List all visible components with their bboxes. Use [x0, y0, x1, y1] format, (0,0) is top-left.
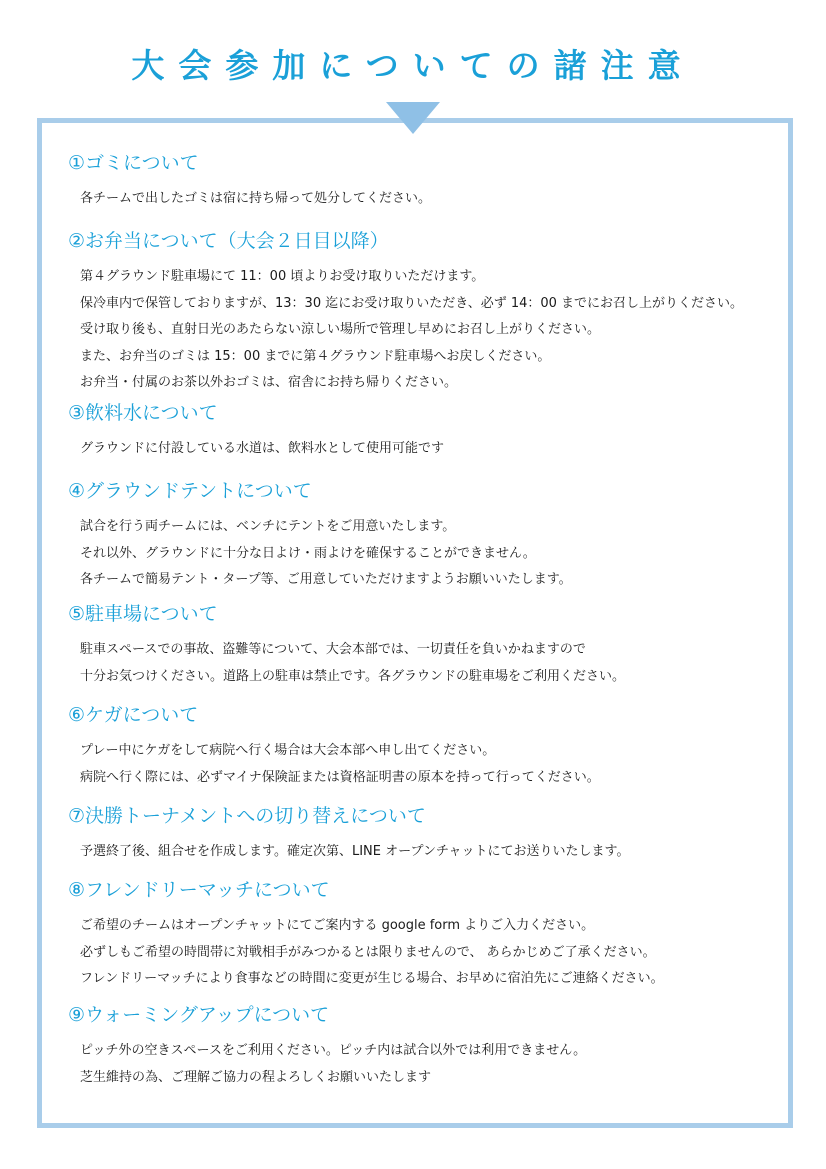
section-line: 予選終了後、組合せを作成します。確定次第、LINE オープンチャットにてお送りいたします。	[80, 844, 630, 859]
section-heading: ⑥ケガについて	[68, 704, 199, 726]
section-line: お弁当・付属のお茶以外おゴミは、宿舎にお持ち帰りください。	[80, 375, 458, 390]
section-line: 病院へ行く際には、必ずマイナ保険証または資格証明書の原本を持って行ってください。	[80, 769, 600, 785]
section-line: グラウンドに付設している水道は、飲料水として使用可能です	[80, 441, 445, 456]
section-drinking-water	[68, 400, 444, 463]
section-ground-tent	[68, 478, 572, 594]
section-heading: ①ゴミについて	[68, 152, 199, 174]
section-heading: ②お弁当について（大会２日目以降）	[68, 230, 389, 252]
section-heading: ⑨ウォーミングアップについて	[68, 1004, 330, 1026]
section-line: 保冷車内で保管しておりますが、13：30 迄にお受け取りいただき、必ず 14：00 までにお召し上がりください。	[80, 295, 744, 311]
section-heading: ⑤駐車場について	[68, 603, 218, 625]
section-line: 芝生維持の為、ご理解ご協力の程よろしくお願いいたします	[80, 1069, 432, 1085]
section-warming-up	[68, 1002, 586, 1091]
section-heading: ③飲料水について	[68, 402, 218, 424]
section-line: 十分お気つけください。道路上の駐車は禁止です。各グラウンドの駐車場をご利用ください。	[80, 668, 625, 684]
page-title: 大会参加についての諸注意	[131, 46, 695, 85]
section-line: プレー中にケガをして病院へ行く場合は大会本部へ申し出てください。	[80, 743, 496, 758]
pointer-triangle-icon	[386, 102, 440, 134]
section-line: 駐車スペースでの事故、盗難等について、大会本部では、一切責任を負いかねますので	[80, 642, 586, 657]
section-line: 第４グラウンド駐車場にて 11：00 頃よりお受け取りいただけます。	[80, 269, 485, 284]
section-friendly-match	[68, 877, 664, 993]
section-line: 各チームで出したゴミは宿に持ち帰って処分してください。	[80, 191, 432, 206]
section-line: 必ずしもご希望の時間帯に対戦相手がみつかるとは限りませんので、 あらかじめご了承ください。	[80, 944, 656, 960]
section-line: 各チームで簡易テント・タープ等、ご用意していただけますようお願いいたします。	[80, 572, 572, 587]
section-final-tournament	[68, 803, 630, 866]
section-injury	[68, 702, 600, 791]
section-line: ご希望のチームはオープンチャットにてご案内する google form よりご入力ください。	[80, 918, 595, 933]
section-line: また、お弁当のゴミは 15：00 までに第４グラウンド駐車場へお戻しください。	[80, 348, 551, 364]
section-line: ピッチ外の空きスペースをご利用ください。ピッチ内は試合以外では利用できません。	[80, 1043, 587, 1058]
section-heading: ④グラウンドテントについて	[68, 480, 312, 502]
section-parking	[68, 601, 625, 690]
section-line: 試合を行う両チームには、ベンチにテントをご用意いたします。	[80, 519, 456, 534]
section-trash	[68, 150, 431, 213]
section-line: フレンドリーマッチにより食事などの時間に変更が生じる場合、お早めに宿泊先にご連絡ください。	[80, 971, 664, 986]
section-heading: ⑧フレンドリーマッチについて	[68, 879, 330, 901]
section-lunch-box	[68, 228, 743, 397]
section-line: 受け取り後も、直射日光のあたらない涼しい場所で管理し早めにお召し上がりください。	[80, 322, 601, 337]
section-heading: ⑦決勝トーナメントへの切り替えについて	[68, 805, 426, 827]
section-line: それ以外、グラウンドに十分な日よけ・雨よけを確保することができません。	[80, 545, 536, 561]
